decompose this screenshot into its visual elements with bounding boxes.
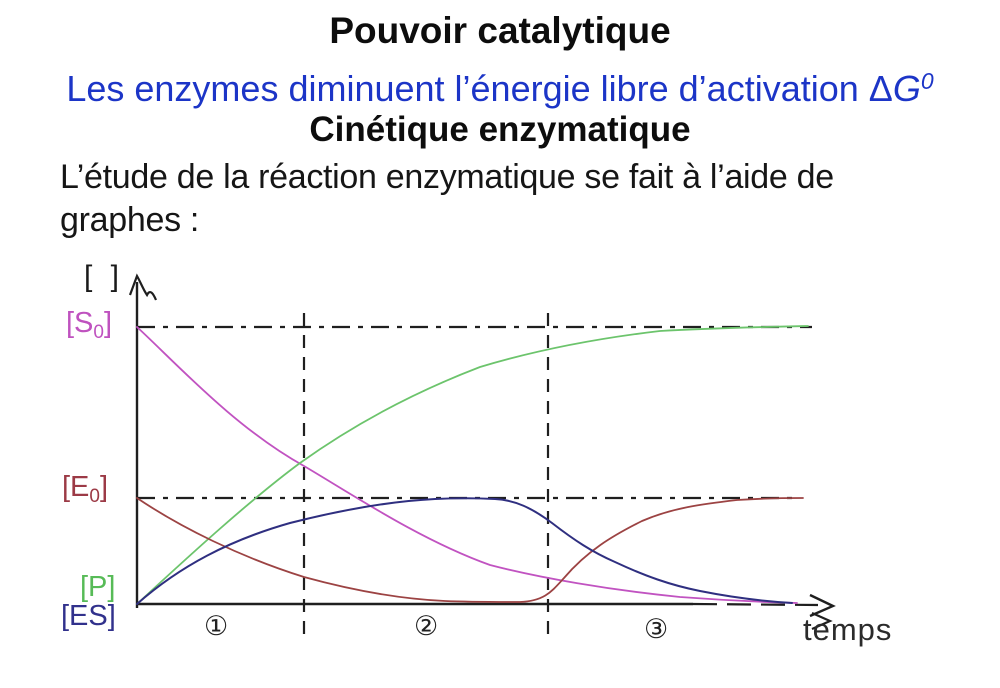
section-heading: Cinétique enzymatique: [309, 110, 691, 149]
x-axis-label: temps: [803, 612, 893, 647]
e0-close: ]: [99, 471, 109, 503]
phase-marker-1: ①: [204, 611, 229, 641]
s0-sub: 0: [93, 322, 104, 343]
delta-symbol: Δ: [868, 68, 893, 109]
slide-title: Pouvoir catalytique: [329, 10, 671, 51]
e0-open: [E: [62, 471, 90, 503]
s0-label: [66, 307, 112, 344]
phase-marker-2: ②: [414, 611, 439, 641]
gibbs-superscript: 0: [920, 68, 934, 94]
product-label: [P]: [80, 571, 116, 603]
gibbs-symbol: G: [892, 68, 921, 109]
complex-label: [ES]: [61, 600, 116, 632]
e0-label: [62, 471, 108, 508]
substrate-curve: [137, 327, 797, 603]
subtitle-text: Les enzymes diminuent l’énergie libre d’activation: [66, 68, 869, 109]
product-curve: [137, 326, 808, 604]
x-axis-dashed-end: [693, 604, 818, 605]
e0-sub: 0: [89, 486, 100, 507]
phase-marker-3: ③: [644, 614, 669, 644]
body-line-1: L’étude de la réaction enzymatique se fait à l’aide de: [60, 158, 834, 196]
y-axis-label: [ ]: [84, 260, 125, 293]
y-axis-arrow: [130, 276, 156, 300]
s0-open: [S: [66, 307, 94, 339]
s0-close: ]: [103, 307, 113, 339]
body-line-2: graphes :: [60, 201, 200, 239]
